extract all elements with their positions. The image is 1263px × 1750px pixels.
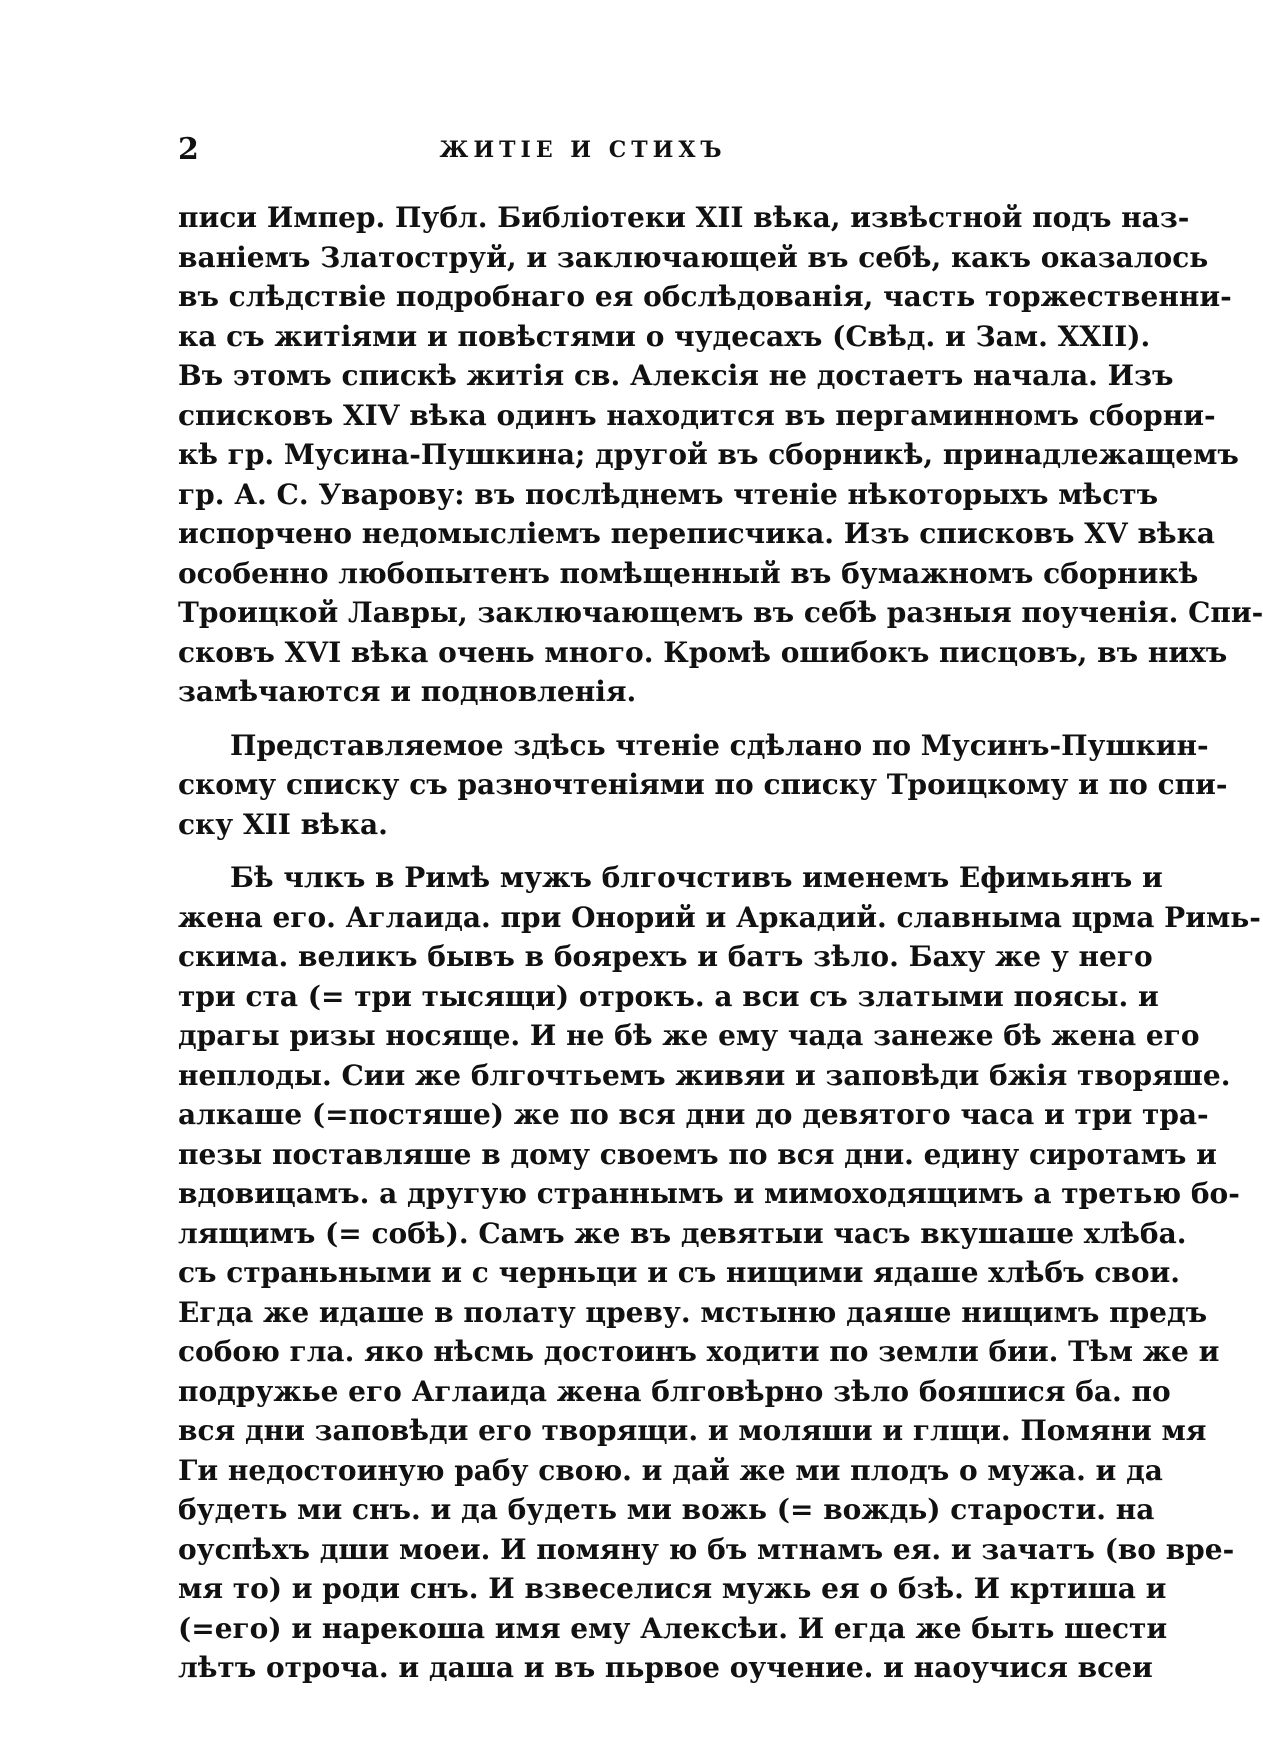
text-line: мя то) и роди снъ. И взвеселися мужь ея о бзѣ. И кртиша и — [178, 1572, 1167, 1605]
text-line: ску XII вѣка. — [178, 807, 388, 841]
paragraph-gap — [178, 844, 988, 858]
text-line: три ста (= три тысящи) отрокъ. а вси съ златыми поясы. и — [178, 979, 1159, 1013]
text-line: замѣчаются и подновленія. — [178, 675, 637, 708]
text-line: собою гла. яко нѣсмь достоинъ ходити по земли бии. Тѣм же и — [178, 1335, 1220, 1368]
text-line: Въ этомъ спискѣ житія св. Алексія не достаетъ начала. Изъ — [178, 359, 1174, 392]
text-line: ваніемъ Златоструй, и заключающей въ себѣ, какъ оказалось — [178, 240, 1209, 274]
running-head — [178, 130, 988, 170]
text-line: кѣ гр. Мусина-Пушкина; другой въ сборникѣ, принадлежащемъ — [178, 438, 1239, 471]
text-line: ка съ житіями и повѣстями о чудесахъ (Свѣд. и Зам. XXII). — [178, 319, 1151, 353]
paragraph — [178, 858, 1261, 1688]
running-title: ЖИТІЕ И СТИХЪ — [439, 137, 727, 163]
text-line: гр. А. С. Уварову: въ послѣднемъ чтеніе нѣкоторыхъ мѣстъ — [178, 477, 1159, 511]
text-line: жена его. Аглаида. при Онорий и Аркадий. славныма црма Римь- — [178, 900, 1261, 934]
text-line: подружье его Аглаида жена блговѣрно зѣло бояшися ба. по — [178, 1374, 1171, 1408]
text-line: сковъ XVI вѣка очень много. Кромѣ ошибокъ писцовъ, въ нихъ — [178, 635, 1228, 669]
text-line: вдовицамъ. а другую страннымъ и мимоходящимъ а третью бо- — [178, 1177, 1240, 1210]
text-line: съ страньными и с черньци и съ нищими ядаше хлѣбъ свои. — [178, 1256, 1181, 1289]
text-line: Троицкой Лавры, заключающемъ въ себѣ разныя поученія. Спи- — [178, 596, 1263, 629]
paragraph-gap — [178, 712, 988, 726]
text-body — [178, 198, 1263, 1688]
paragraph — [178, 726, 1228, 845]
text-line: Егда же идаше в полату цреву. мстыню даяше нищимъ предъ — [178, 1295, 1208, 1329]
text-line: списковъ XIV вѣка одинъ находится въ пергаминномъ сборни- — [178, 398, 1216, 432]
text-line: въ слѣдствіе подробнаго ея обслѣдованія, часть торжественни- — [178, 280, 1232, 313]
page-number: 2 — [178, 132, 199, 167]
text-line: особенно любопытенъ помѣщенный въ бумажномъ сборникѣ — [178, 556, 1199, 590]
text-line: пезы поставляше в дому своемъ по вся дни. едину сиротамъ и — [178, 1137, 1217, 1171]
text-line: будеть ми снъ. и да будеть ми вожь (= вождь) старости. на — [178, 1493, 1155, 1526]
text-line: Бѣ члкъ в Римѣ мужъ блгочстивъ именемъ Ефимьянъ и — [230, 861, 1163, 894]
text-line: драгы ризы носяще. И не бѣ же ему чада занеже бѣ жена его — [178, 1019, 1200, 1052]
text-line: скому списку съ разночтеніями по списку Троицкому и по спи- — [178, 768, 1228, 801]
text-line: неплоды. Сии же блгочтьемъ живяи и заповѣди бжія творяше. — [178, 1058, 1231, 1092]
text-line: лѣтъ отроча. и даша и въ пьрвое оучение. и наоучися всеи — [178, 1651, 1153, 1684]
text-line: лящимъ (= собѣ). Самъ же въ девятыи часъ вкушаше хлѣба. — [178, 1216, 1187, 1250]
text-line: скима. великъ бывъ в боярехъ и батъ зѣло. Баху же у него — [178, 940, 1153, 973]
text-line: Ги недостоиную рабу свою. и дай же ми плодъ о мужа. и да — [178, 1453, 1163, 1487]
text-line: писи Импер. Публ. Библіотеки XII вѣка, извѣстной подъ наз- — [178, 201, 1190, 234]
text-line: испорчено недомысліемъ переписчика. Изъ списковъ XV вѣка — [178, 517, 1215, 550]
text-line: Представляемое здѣсь чтеніе сдѣлано по Мусинъ-Пушкин- — [230, 728, 1209, 762]
text-line: алкаше (=постяше) же по вся дни до девятого часа и три тра- — [178, 1098, 1209, 1131]
text-line: (=его) и нарекоша имя ему Алексѣи. И егда же быть шести — [178, 1611, 1168, 1645]
text-line: оуспѣхъ дши моеи. И помяну ю бъ мтнамъ ея. и зачатъ (во вре- — [178, 1532, 1235, 1566]
text-line: вся дни заповѣди его творящи. и моляши и глщи. Помяни мя — [178, 1414, 1207, 1447]
paragraph — [178, 198, 1263, 712]
